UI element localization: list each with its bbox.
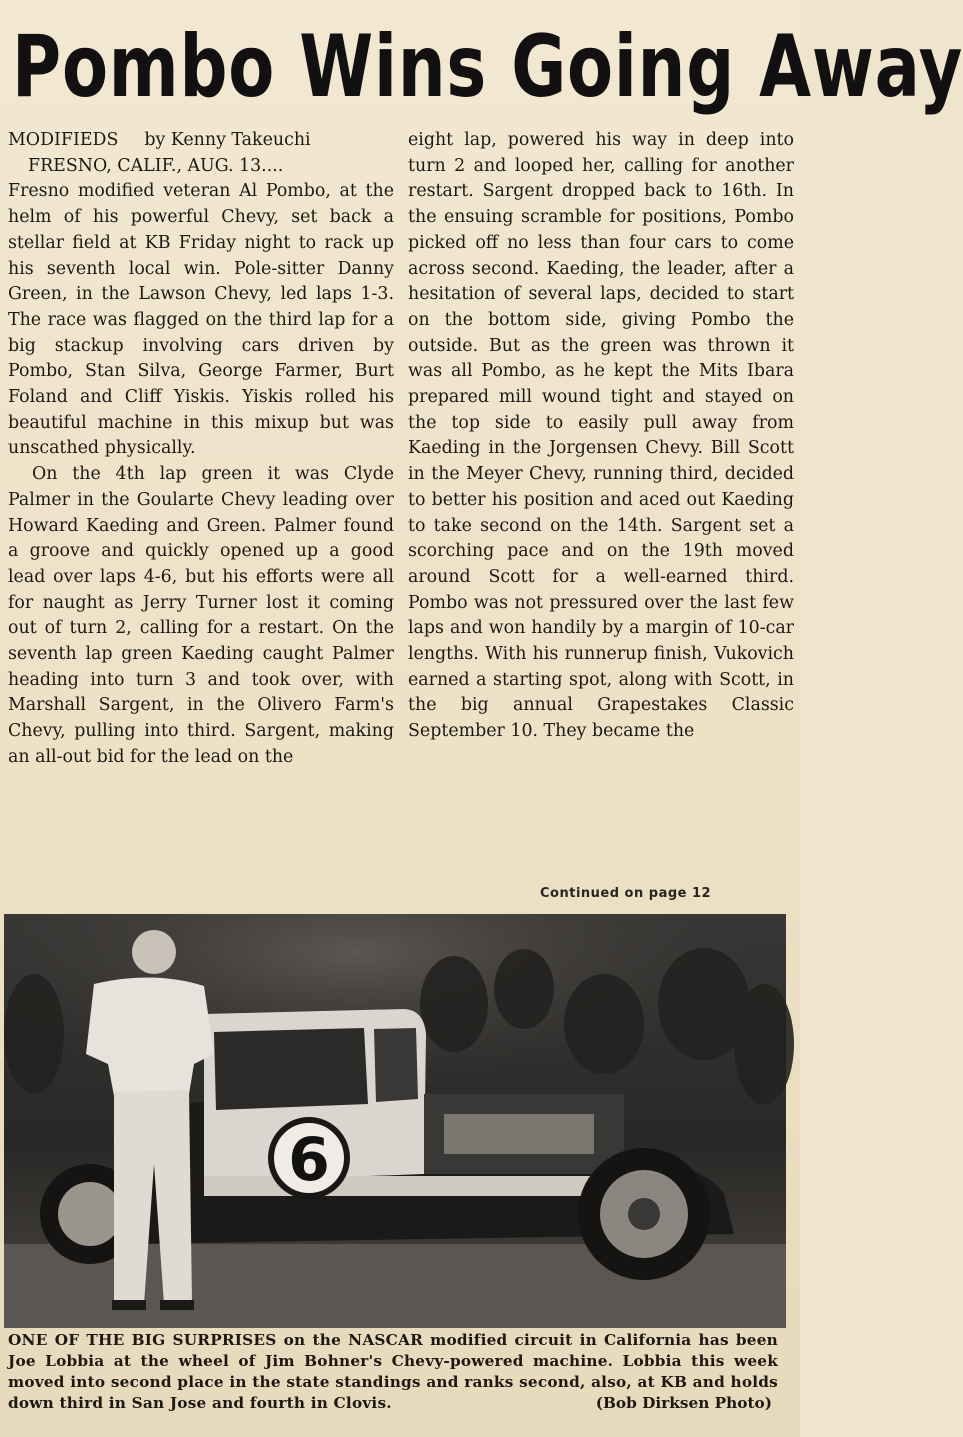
- article-column-left: [8, 128, 394, 908]
- article-column-right: [408, 128, 794, 908]
- byline-line: [8, 128, 394, 154]
- article-paragraph-1: Fresno modified veteran Al Pombo, at the helm of his powerful Chevy, set back a stellar field at KB Friday night to rack up his seventh local win. Pole-sitter Danny Green, in the Lawson Chevy, led laps 1-3. The race was flagged on the third lap for a big stackup involving cars driven by Pombo, Stan Silva, George Farmer, Burt Foland and Cliff Yiskis. Yiskis rolled his beautiful machine in this mixup but was unscathed physically.: [8, 181, 394, 459]
- byline: by Kenny Takeuchi: [144, 130, 311, 150]
- caption-text: ONE OF THE BIG SURPRISES on the NASCAR modified circuit in California has been Joe Lobbia at the wheel of Jim Bohner's Chevy-powered machine. Lobbia this week moved into second place in the state standings and ranks second, also, at KB and holds down third in San Jose and fourth in Clovis.: [8, 1331, 778, 1412]
- photo-caption: [8, 1330, 778, 1414]
- continued-note: Continued on page 12: [540, 886, 712, 901]
- article-paragraph-2: On the 4th lap green it was Clyde Palmer in the Goularte Chevy leading over Howard Kaeding and Green. Palmer found a groove and quickly opened up a good lead over laps 4-6, but his efforts were all for naught as Jerry Turner lost it coming out of turn 2, calling for a restart. On the seventh lap green Kaeding caught Palmer heading into turn 3 and took over, with Marshall Sargent, in the Olivero Farm's Chevy, pulling into third. Sargent, making an all-out bid for the lead on the: [8, 464, 394, 767]
- section-label: MODIFIEDS: [8, 130, 119, 150]
- car-number: 6: [288, 1125, 330, 1195]
- photo-credit: (Bob Dirksen Photo): [595, 1394, 772, 1412]
- headline: Pombo Wins Going Away: [12, 17, 963, 117]
- race-car-photo: [4, 914, 786, 1328]
- article-paragraph-3: eight lap, powered his way in deep into turn 2 and looped her, calling for another restart. Sargent dropped back to 16th. In the ensuing scramble for positions, Pombo picked off no less than four cars to come across second. Kaeding, the leader, after a hesitation of several laps, decided to start on the bottom side, giving Pombo the outside. But as the green was thrown it was all Pombo, as he kept the Mits Ibara prepared mill wound tight and stayed on the top side to easily pull away from Kaeding in the Jorgensen Chevy. Bill Scott in the Meyer Chevy, running third, decided to better his position and aced out Kaeding to take second on the 14th. Sargent set a scorching pace and on the 19th moved around Scott for a well-earned third. Pombo was not pressured over the last few laps and won handily by a margin of 10-car lengths. With his runnerup finish, Vukovich earned a starting spot, along with Scott, in the big annual Grapestakes Classic September 10. They became the: [408, 130, 794, 742]
- dateline: FRESNO, CALIF., AUG. 13....: [28, 155, 284, 176]
